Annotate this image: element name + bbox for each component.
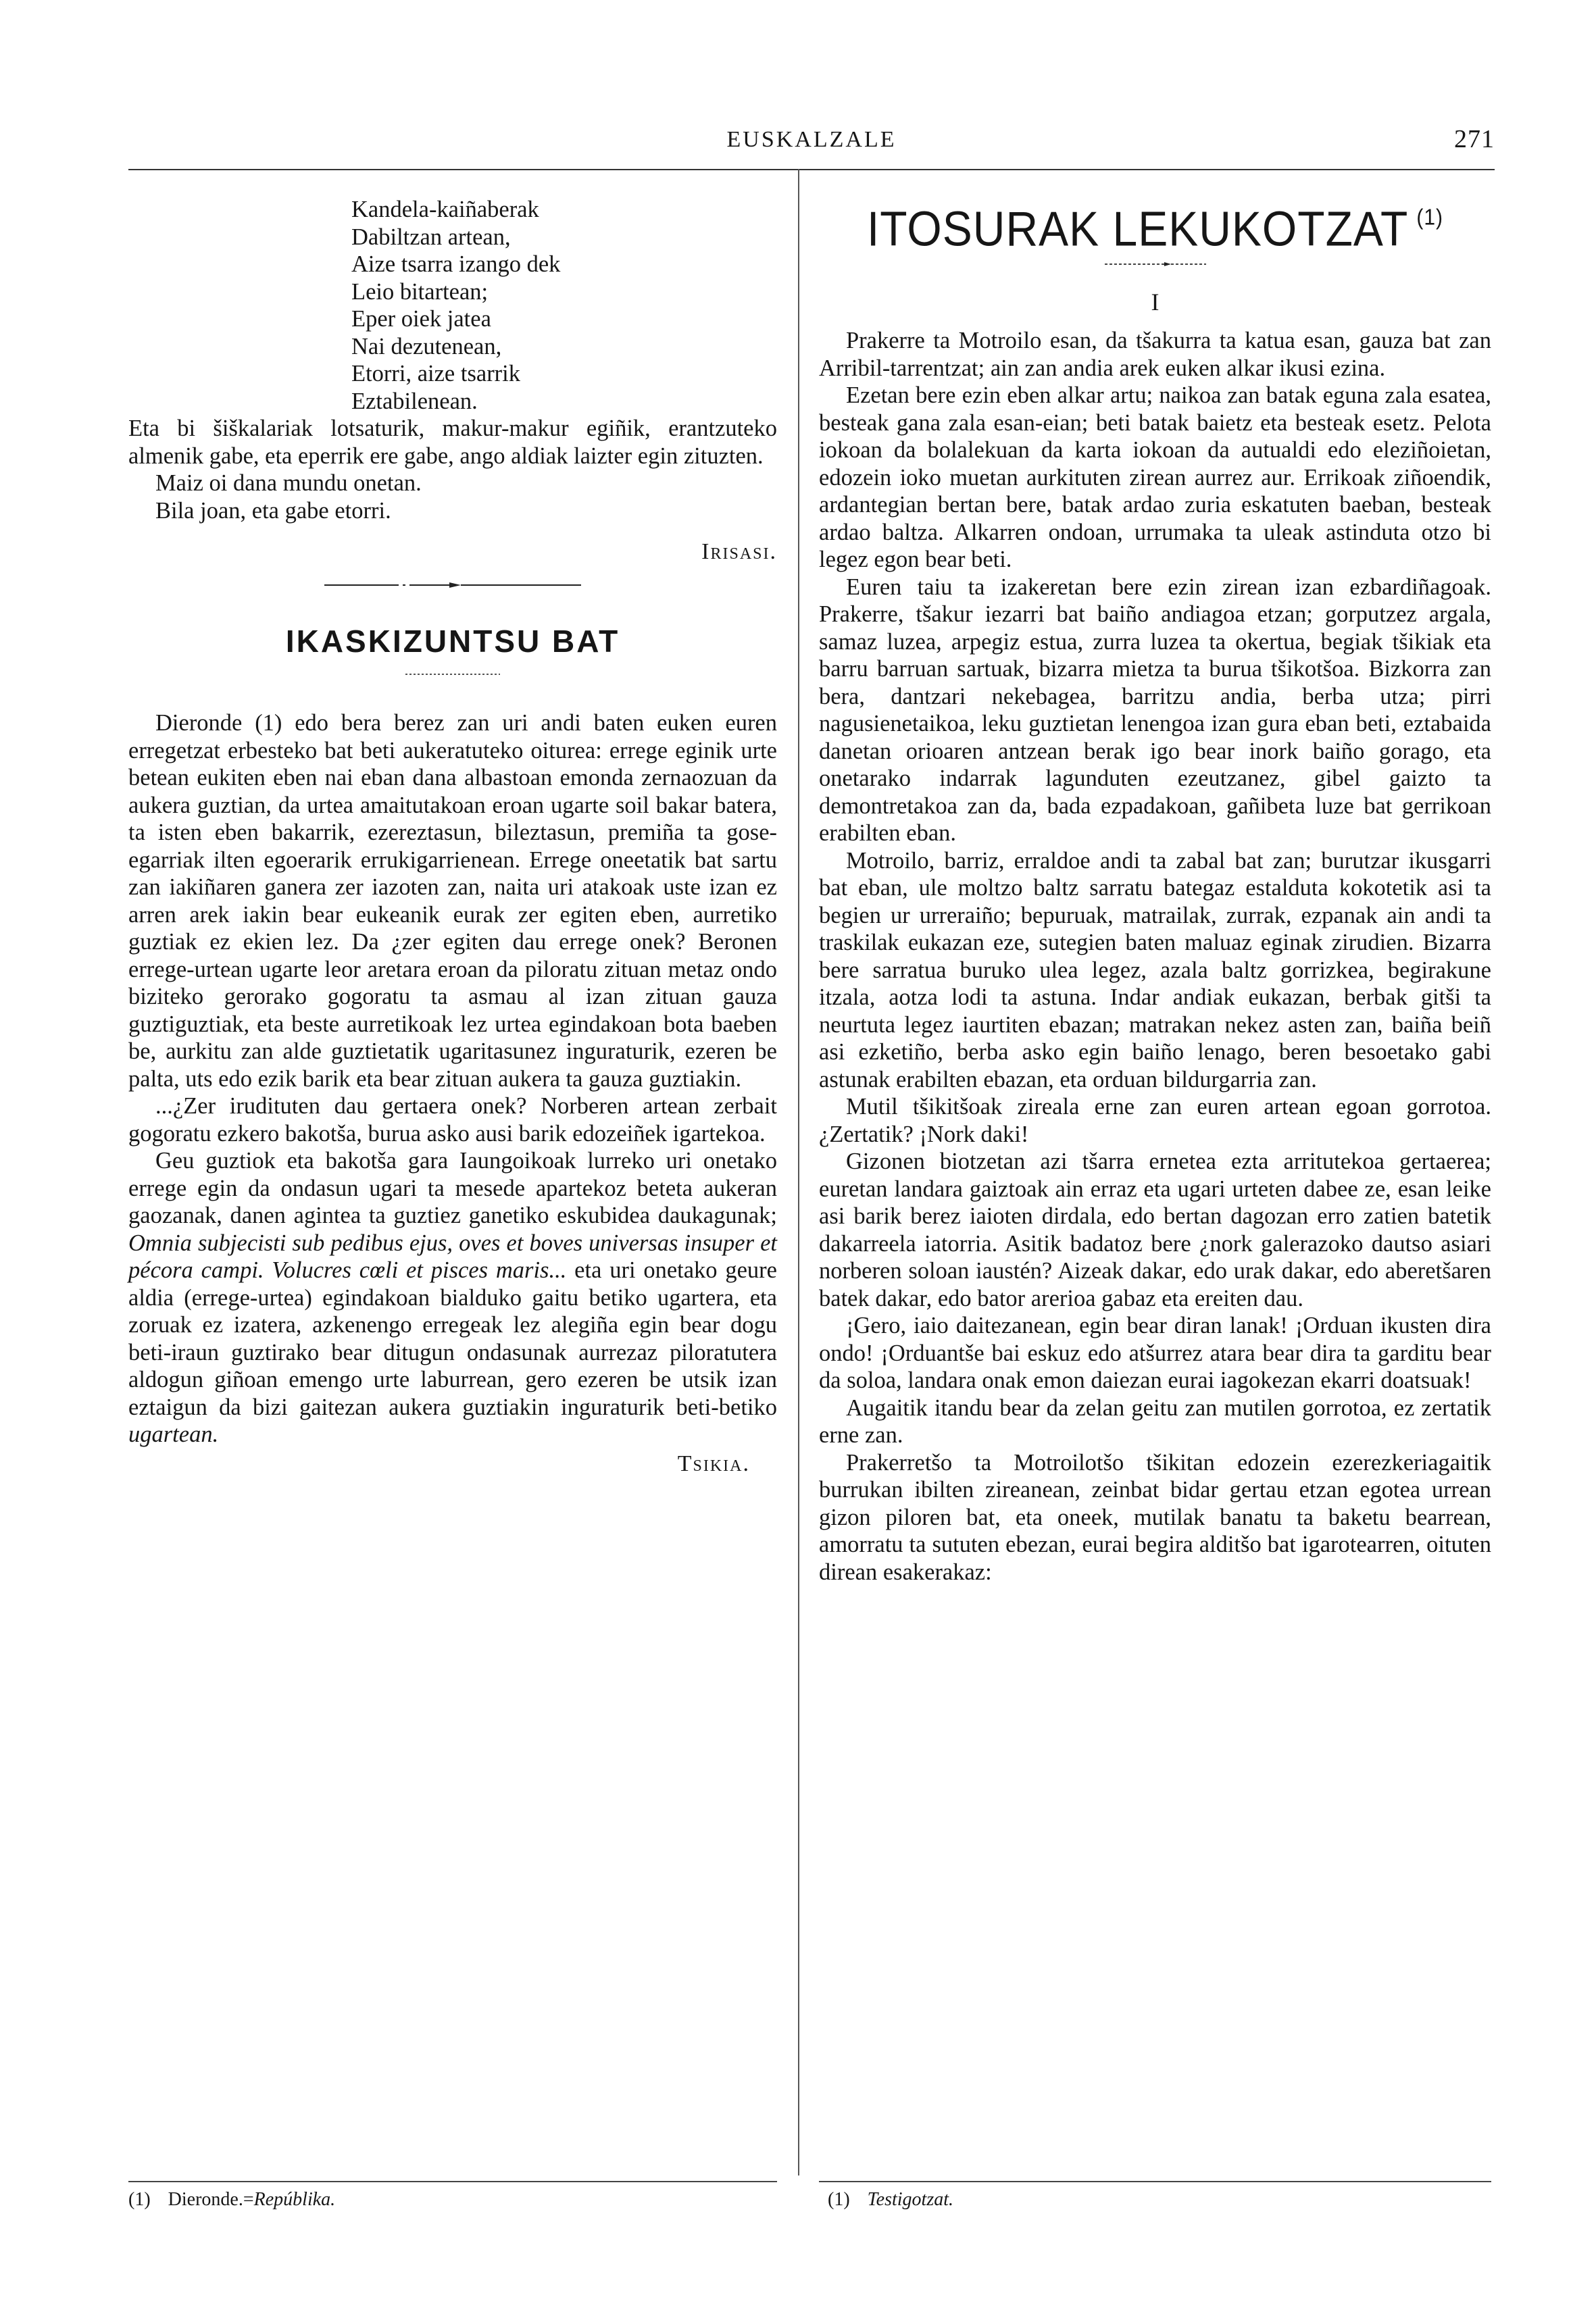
article-body — [819, 327, 1491, 1586]
title-footnote-marker: (1) — [1416, 205, 1444, 230]
left-column — [128, 196, 777, 1477]
story-line: Maiz oi dana mundu onetan. — [155, 470, 422, 496]
verse-stanza — [351, 196, 777, 415]
title-ornament-icon — [1105, 261, 1206, 268]
page-number: 271 — [1454, 125, 1495, 153]
footnote-text: Dieronde.= — [168, 2189, 254, 2210]
story-paragraph: Eta bi šiškalariak lotsaturik, makur-makur egiñik, erantzuteko almenik gabe, eta eperrik ere gabe, ango aldiak laizter egin zituzten. — [128, 416, 777, 469]
running-header — [128, 122, 1495, 170]
body-paragraph: Prakerre ta Motroilo esan, da tšakurra ta katua esan, gauza bat zan Arribil-tarrentzat; ain zan andia arek euken alkar ikusi ezina. — [819, 328, 1491, 381]
article-title-text: ITOSURAK LEKUKOTZAT — [866, 201, 1409, 256]
author-signature: Tsikia. — [677, 1451, 750, 1476]
body-paragraph: Dieronde (1) edo bera berez zan uri andi baten euken euren erregetzat erbesteko bat beti aukeratuteko oiturea: errege eginik urte betean eukiten eben nai eban dana albastoan emonda zernaozuan da aukera guztian, da urtea amaitutakoan eroan ugarte soil bakar batera, ta isten eben bakarrik, ezereztasun, bileztasun, premiña ta gose-egarriak ilten egoerarik errukigarrienean. Errege oneetatik bat sartu zan iakiñaren ganera zer iazoten zan, naita uri atakoak uste izan ez arren arek iakin bear eukeanik eurak zer egiten eben, aurretiko guztiak ez ekien lez. Da ¿zer egiten dau errege onek? Beronen errege-urtean ugarte leor aretara eroan da piloratu zituan metaz ondo biziteko gerorako gogoratu ta asmau al izan zituan gauza guztiguztiak, eta beste aurretikoak lez urtea egindakoan bota baeben be, aurkitu zan alde guztietatik ugaritasunez inguraturik, ezeren be palta, uts edo ezik barik eta bear zituan aukera ta gauza guztiakin. — [128, 710, 777, 1092]
body-paragraph: Ezetan bere ezin eben alkar artu; naikoa zan batak eguna zala esatea, besteak gana zala esan-eian; beti batak baietz eta besteak esetz. Pelota iokoan da bolalekuan da karta iokoan da autualdi edo eleziñoietan, edozein ioko muetan aurkituten zirean aurrez aur. Errikoak ziñoendik, ardantegian bertan bere, batak ardao zuria eskatuten baeban, besteak ardao baltza. Alkarren ondoan, urrumaka ta uleak astinduta otzo bi legez egon bear beti. — [819, 382, 1491, 572]
author-signature: Irisasi. — [701, 539, 777, 564]
column-divider — [798, 169, 799, 2175]
footnote-right — [828, 2189, 953, 2211]
verse-line: Leio bitartean; — [351, 278, 489, 305]
footnote-marker: (1) — [828, 2189, 850, 2210]
body-paragraph: Augaitik itandu bear da zelan geitu zan mutilen gorrotoa, ez zertatik erne zan. — [819, 1394, 1491, 1448]
footnote-italic: Repúblika. — [253, 2189, 336, 2210]
verse-line: Etorri, aize tsarrik — [351, 361, 521, 386]
footnote-left — [128, 2189, 335, 2211]
verse-line: Kandela-kaiñaberak — [351, 197, 539, 222]
chapter-number: I — [1151, 288, 1159, 316]
verse-line: Nai dezutenean, — [351, 333, 502, 359]
body-paragraph: ...¿Zer irudituten dau gertaera onek? Norberen artean zerbait gogoratu ezkero bakotša, burua asko ausi barik edozeiñek igartekoa. — [128, 1093, 777, 1147]
story-line: Bila joan, eta gabe etorri. — [155, 497, 391, 524]
body-paragraph: Motroilo, barriz, erraldoe andi ta zabal bat zan; burutzar ikusgarri bat eban, ule moltzo baltz sarratu bategaz estalduta kokotetik asi ta begien ur urreraiño; bepuruak, matrailak, zurrak, ezpanak ain andi ta traskilak eukazan eze, sutegien baten maluaz eginak zirudien. Bizarra bere sarratua buruko ulea legez, azala baltz gorrizkea, begirakune itzala, aotza lodi ta astuna. Indar andiak eukazan, berbak gitši ta neurtuta legez iaurtiten ebazan; matrakan nekez asten zan, baiña beiñ asi ezketiño, berba asko egin baiño lenago, beren besoetako gabi astunak erabilten ebazan, eta orduan bildurgarria zan. — [819, 847, 1491, 1092]
running-title: EUSKALZALE — [726, 127, 897, 152]
footnote-rule — [819, 2181, 1491, 2182]
title-rule — [405, 672, 500, 677]
verse-line: Aize tsarra izango dek — [351, 251, 561, 277]
body-paragraph: Euren taiu ta izakeretan bere ezin zirean izan ezbardiñagoak. Prakerre, tšakur iezarri bat baiño andiagoa etzan; gorputzez argala, samaz luzea, arpegiz estua, zurra luzea ta okertua, begiak tšikiak eta barru barruan sartuak, bizarra mietza ta burua tšikotšoa. Bizkorra zan bera, dantzari nekebagea, barritzu andia, berba utza; pirri nagusienetaikoa, leku guztietan lenengoa izan gura eban beti, eztabaida danetan orioaren antzean berak igo bear inork baiño gorago, eta onetarako indarrak lagunduten ezeutzanez, gibel gaizto ta demontretakoa zan da, bada ezpadakoan, gañibeta luze bat gerrikoan erabilten eban. — [819, 574, 1491, 846]
verse-line: Eper oiek jatea — [351, 306, 491, 332]
body-paragraph — [128, 1147, 777, 1449]
footnote-rule — [128, 2181, 777, 2182]
body-paragraph: Gizonen biotzetan azi tšarra ernetea ezta arritutekoa gertaerea; euretan landara gaiztoak ain erraz eta ugari urteten dabee ze, esan leike asi barik berez iaioten dirdala, edo bertan dagozan erro zatien batetik dakarreela iatorria. Asitik badatoz bere ¿nork galerazoko dautso asiari norberen soloan iaustén? Aizeak dakar, edo urak dakar, edo aberetšaren batek dakar, edo bator arerioa gabaz eta ereiten dau. — [819, 1149, 1491, 1311]
latin-quote: Omnia subjecisti sub pedibus ejus, oves et boves universas insuper et pécora campi. Volucres cœli et pisces maris... — [128, 1230, 777, 1283]
latin-word: ugartean. — [128, 1422, 219, 1447]
footnote-italic: Testigotzat. — [867, 2189, 953, 2210]
section-ornament-icon — [318, 578, 588, 592]
footnote-marker: (1) — [128, 2189, 151, 2210]
body-text: Geu guztiok eta bakotša gara Iaungoikoak lurreko uri onetako errege egin da ondasun ugari ta mesede apartekoz beteta aukeran gaozanak, danen agintea ta guztiez ganetiko eskubidea daukagunak; — [128, 1148, 777, 1228]
verse-line: Dabiltzan artean, — [351, 224, 511, 250]
body-paragraph: ¡Gero, iaio daitezanean, egin bear diran lanak! ¡Orduan ikusten dira ondo! ¡Orduantše bai eskuz edo atšurrez atara bear dira ta garditu bear da soloa, landara onak emon daiezan eurai iagokezan ekarri doatsuak! — [819, 1313, 1491, 1393]
right-column — [819, 203, 1491, 1586]
article-title — [819, 200, 1491, 257]
section-title: IKASKIZUNTSU BAT — [285, 624, 620, 659]
verse-line: Eztabilenean. — [351, 388, 478, 414]
body-paragraph: Mutil tšikitšoak zireala erne zan euren artean egoan gorrotoa. ¿Zertatik? ¡Nork daki! — [819, 1094, 1491, 1147]
body-paragraph: Prakerretšo ta Motroilotšo tšikitan edozein ezerezkeriagaitik burrukan ibilten zireanean, zeinbat bidar gertau etzan egotea urrean gizon piloren bat, eta oneek, mutilak banatu ta baketu bearrean, amorratu ta sututen ebezan, eurai begira alditšo bat igarotearren, oituten direan esakerakaz: — [819, 1449, 1491, 1585]
section-body — [128, 709, 777, 1477]
body-text: eta uri onetako geure aldia (errege-urtea) egindakoan bialduko gaitu betiko ugartera, eta zoruak ez izatera, azkenengo erregeak lez alegiña egin bear dogu beti-iraun guztirako bear ditugun ondasunak aurrezaz piloratutera aldogun giñoan emengo urte laburrean, gero ezeren be utsik izan eztaigun da bizi gaitezan aukera guztiakin inguraturik beti-betiko — [128, 1257, 777, 1420]
